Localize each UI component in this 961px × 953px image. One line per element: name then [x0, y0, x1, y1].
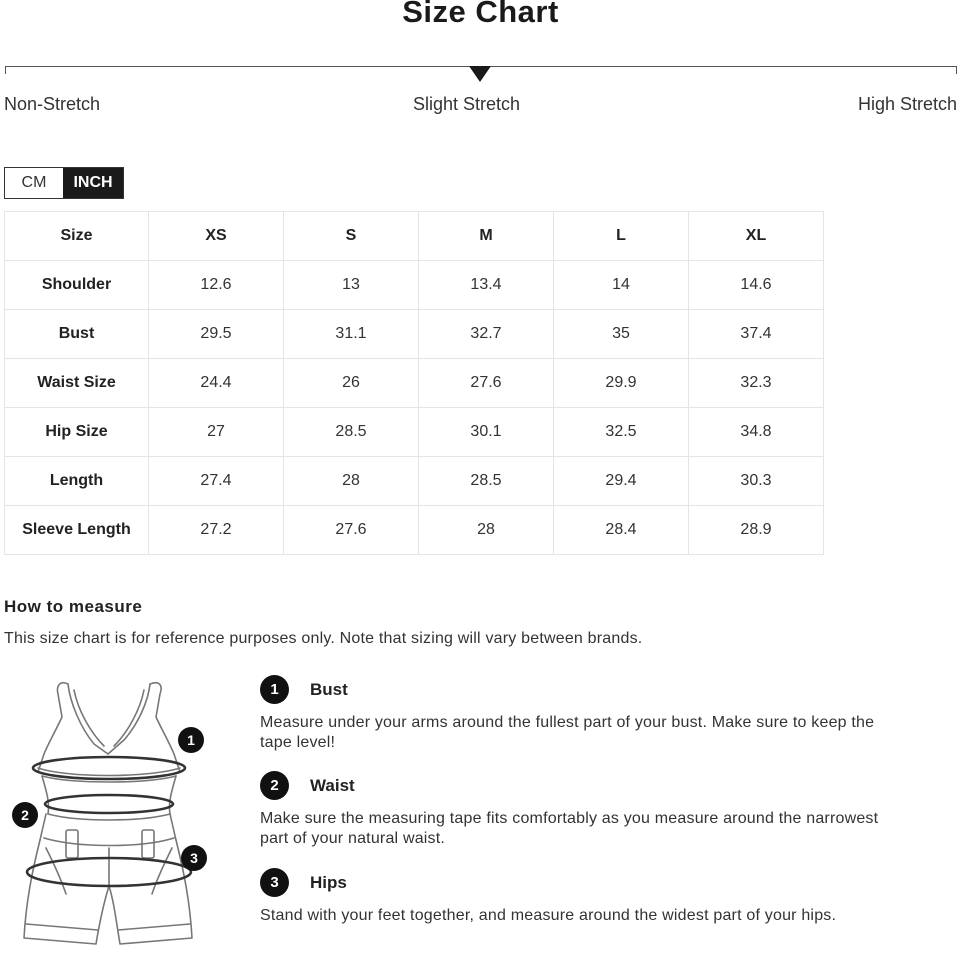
table-cell: 27.6	[419, 359, 554, 408]
table-header-cell: M	[419, 212, 554, 261]
table-cell: 29.4	[554, 457, 689, 506]
number-1-icon: 1	[260, 675, 289, 704]
stretch-scale-tick-left	[5, 66, 6, 74]
table-row-label: Length	[5, 457, 149, 506]
table-cell: 13.4	[419, 261, 554, 310]
table-row	[5, 359, 824, 408]
table-cell: 32.5	[554, 408, 689, 457]
measure-item-title: Waist	[310, 775, 355, 795]
unit-cm-button[interactable]: CM	[5, 168, 63, 198]
figure-mark-2: 2	[21, 807, 29, 823]
table-cell: 28	[284, 457, 419, 506]
table-header-cell: S	[284, 212, 419, 261]
table-row	[5, 506, 824, 555]
romper-figure-icon	[8, 672, 213, 953]
table-cell: 32.7	[419, 310, 554, 359]
table-cell: 27.6	[284, 506, 419, 555]
table-cell: 27.4	[149, 457, 284, 506]
table-cell: 30.1	[419, 408, 554, 457]
measure-item-desc: Stand with your feet together, and measure around the widest part of your hips.	[260, 907, 837, 924]
table-cell: 34.8	[689, 408, 824, 457]
table-cell: 35	[554, 310, 689, 359]
size-table	[4, 211, 824, 555]
table-header-cell: Size	[5, 212, 149, 261]
table-row-label: Shoulder	[5, 261, 149, 310]
stretch-label-slight: Slight Stretch	[413, 94, 521, 114]
table-cell: 28.5	[419, 457, 554, 506]
table-row-label: Sleeve Length	[5, 506, 149, 555]
stretch-marker-icon	[469, 66, 491, 82]
table-cell: 13	[284, 261, 419, 310]
table-cell: 31.1	[284, 310, 419, 359]
unit-inch-button[interactable]: INCH	[63, 168, 123, 198]
table-cell: 29.9	[554, 359, 689, 408]
table-cell: 37.4	[689, 310, 824, 359]
table-row	[5, 261, 824, 310]
table-cell: 12.6	[149, 261, 284, 310]
table-row-label: Hip Size	[5, 408, 149, 457]
number-3-icon: 3	[260, 868, 289, 897]
figure-mark-3: 3	[190, 850, 198, 866]
table-cell: 28.4	[554, 506, 689, 555]
table-cell: 14.6	[689, 261, 824, 310]
table-cell: 14	[554, 261, 689, 310]
table-cell: 27.2	[149, 506, 284, 555]
measure-item-desc: Measure under your arms around the fullest part of your bust. Make sure to keep the tape level!	[260, 714, 875, 751]
table-row	[5, 408, 824, 457]
stretch-label-non: Non-Stretch	[4, 94, 101, 114]
measure-item-bust	[260, 675, 900, 753]
measure-item-desc: Make sure the measuring tape fits comfortably as you measure around the narrowest part of your natural waist.	[260, 810, 879, 847]
table-cell: 29.5	[149, 310, 284, 359]
table-cell: 27	[149, 408, 284, 457]
table-header-row	[5, 212, 824, 261]
table-cell: 28	[419, 506, 554, 555]
measure-item-title: Hips	[310, 872, 347, 892]
table-row	[5, 310, 824, 359]
measure-item-title: Bust	[310, 679, 348, 699]
table-row	[5, 457, 824, 506]
measure-item-hips	[260, 868, 900, 926]
table-cell: 24.4	[149, 359, 284, 408]
measure-item-waist	[260, 771, 900, 849]
table-header-cell: XL	[689, 212, 824, 261]
figure-mark-1: 1	[187, 732, 195, 748]
table-header-cell: XS	[149, 212, 284, 261]
how-to-measure-note: This size chart is for reference purposes only. Note that sizing will vary between brands.	[4, 630, 643, 647]
table-row-label: Bust	[5, 310, 149, 359]
table-cell: 28.5	[284, 408, 419, 457]
how-to-measure-title: How to measure	[4, 597, 143, 616]
number-2-icon: 2	[260, 771, 289, 800]
table-row-label: Waist Size	[5, 359, 149, 408]
table-cell: 30.3	[689, 457, 824, 506]
table-header-cell: L	[554, 212, 689, 261]
stretch-label-high: High Stretch	[857, 94, 957, 114]
page-title: Size Chart	[402, 0, 559, 29]
table-cell: 28.9	[689, 506, 824, 555]
unit-toggle	[4, 167, 124, 199]
table-cell: 32.3	[689, 359, 824, 408]
stretch-scale-tick-right	[956, 66, 957, 74]
table-cell: 26	[284, 359, 419, 408]
